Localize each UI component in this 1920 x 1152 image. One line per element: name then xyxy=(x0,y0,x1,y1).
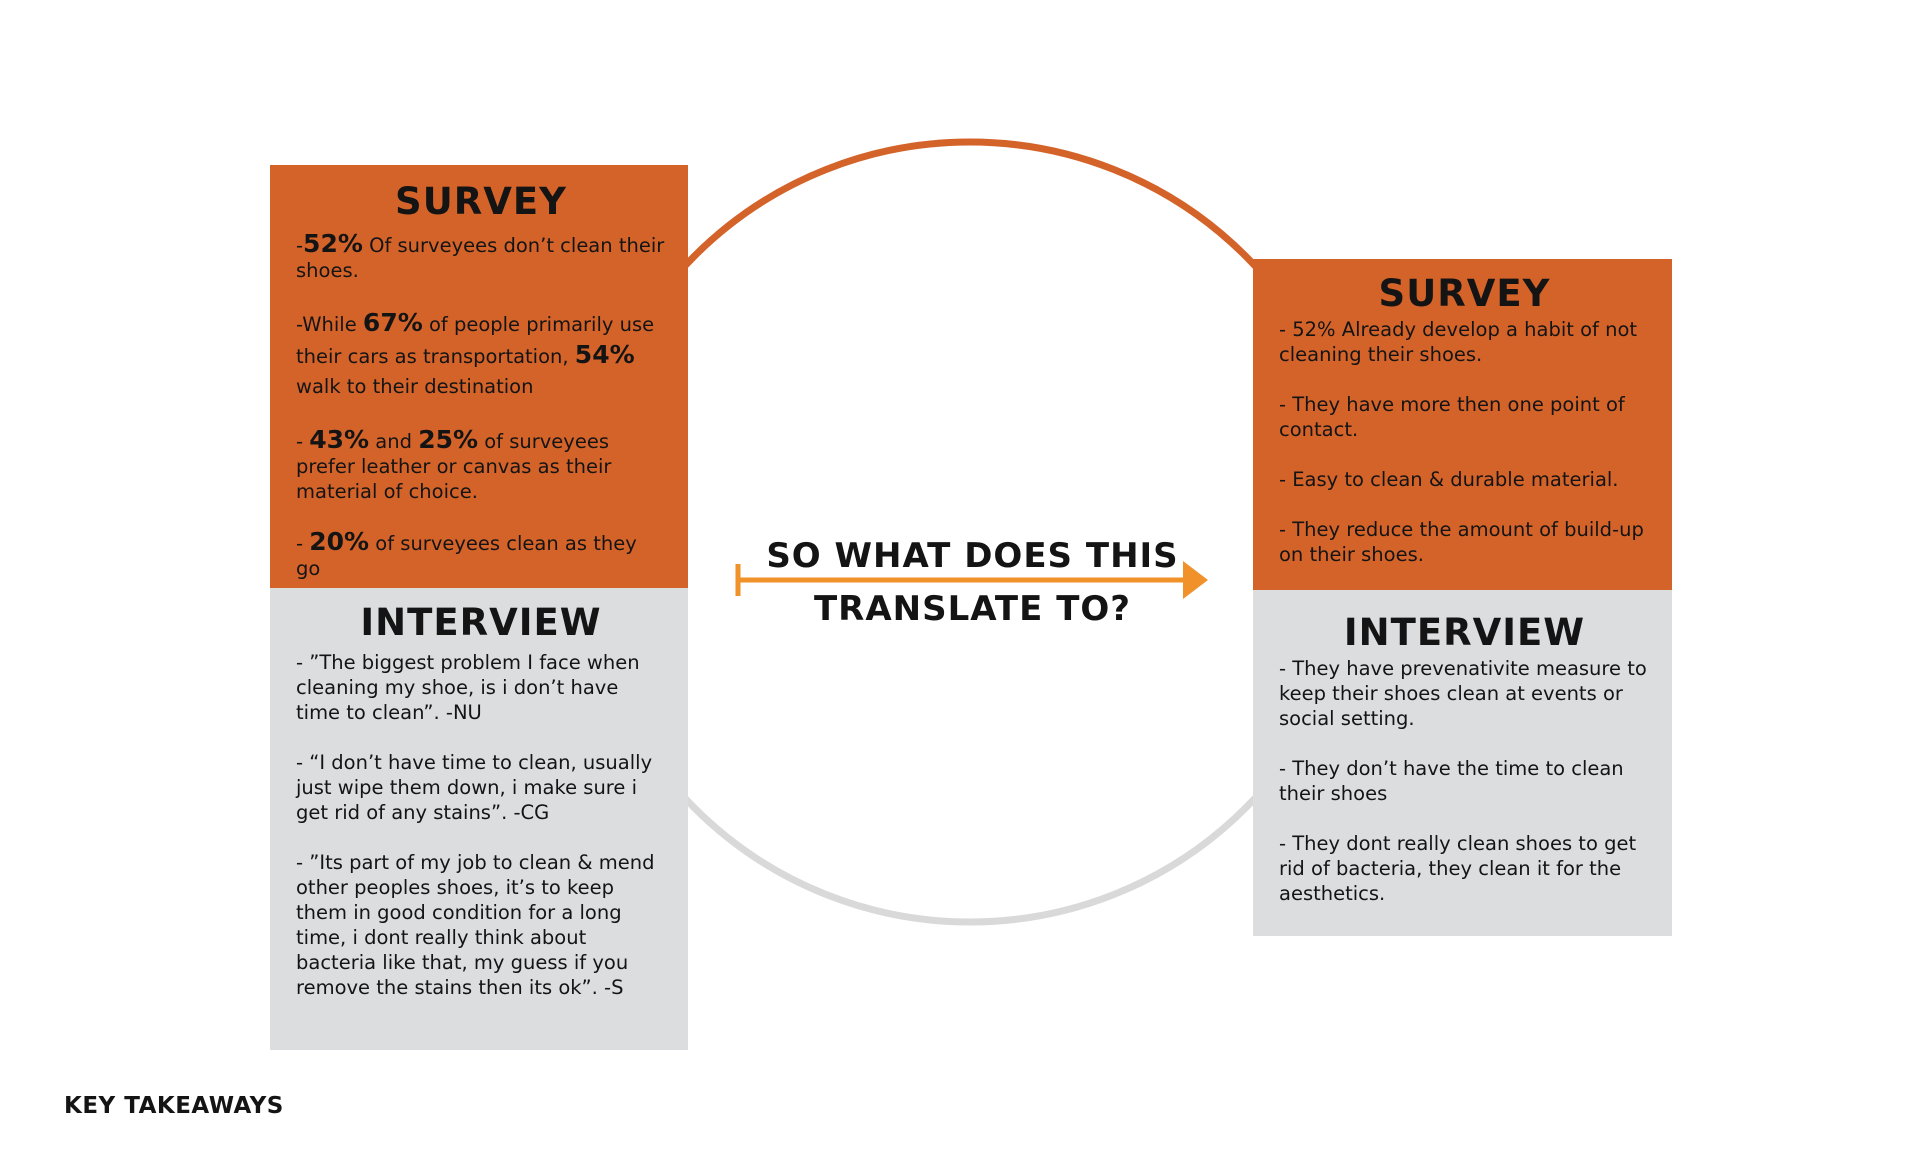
left-survey-text xyxy=(296,231,666,581)
left-survey-item-3: - 43% and 25% of surveyees prefer leather or canvas as their material of choice. xyxy=(296,425,612,503)
right-survey-panel xyxy=(1253,259,1672,590)
left-interview-quote-1: - ”The biggest problem I face when cleaning my shoe, is i don’t have time to clean”. -NU xyxy=(296,651,640,724)
circle-top-arc xyxy=(580,142,1360,532)
right-survey-heading: SURVEY xyxy=(1378,272,1551,315)
right-interview-item-2: - They don’t have the time to clean their shoes xyxy=(1279,757,1624,805)
left-survey-item-1: -52% Of surveyees don’t clean their shoes. xyxy=(296,229,665,282)
right-survey-item-2: - They have more then one point of contact. xyxy=(1279,393,1625,441)
right-survey-text xyxy=(1279,317,1650,567)
stat-52: 52% xyxy=(303,229,363,258)
right-interview-panel xyxy=(1253,590,1672,936)
stat-54: 54% xyxy=(574,340,635,369)
right-survey-item-4: - They reduce the amount of build-up on their shoes. xyxy=(1279,518,1644,566)
right-interview-text xyxy=(1279,656,1650,906)
stat-25: 25% xyxy=(418,425,479,454)
center-question-line-1: SO WHAT DOES THIS xyxy=(766,536,1179,576)
right-survey-item-1: - 52% Already develop a habit of not cleaning their shoes. xyxy=(1279,318,1638,366)
left-interview-text xyxy=(296,650,666,1000)
right-interview-heading: INTERVIEW xyxy=(1343,611,1586,654)
left-survey-heading: SURVEY xyxy=(395,180,567,223)
right-survey-item-3: - Easy to clean & durable material. xyxy=(1279,468,1619,491)
stat-67: 67% xyxy=(362,308,423,337)
left-interview-panel xyxy=(270,588,688,1050)
stat-43: 43% xyxy=(309,425,370,454)
left-interview-quote-2: - “I don’t have time to clean, usually just wipe them down, i make sure i get rid of any stains”. -CG xyxy=(296,751,653,824)
right-interview-item-3: - They dont really clean shoes to get rid of bacteria, they clean it for the aesthetics. xyxy=(1279,832,1637,905)
page-title: KEY TAKEAWAYS xyxy=(64,1093,284,1119)
center-question-line-2: TRANSLATE TO? xyxy=(813,589,1132,629)
right-interview-item-1: - They have prevenativite measure to keep their shoes clean at events or social setting. xyxy=(1279,657,1647,730)
left-interview-heading: INTERVIEW xyxy=(360,601,602,644)
left-interview-quote-3: - ”Its part of my job to clean & mend other peoples shoes, it’s to keep them in good condition for a long time, i dont really think about bacteria like that, my guess if you remove the stains then its ok”. -S xyxy=(296,851,655,999)
left-survey-item-2: -While 67% of people primarily use their cars as transportation, 54% walk to their destination xyxy=(296,308,655,398)
stat-20: 20% xyxy=(309,527,370,556)
left-survey-item-4: - 20% of surveyees clean as they go xyxy=(296,527,637,580)
left-survey-panel xyxy=(270,165,688,588)
